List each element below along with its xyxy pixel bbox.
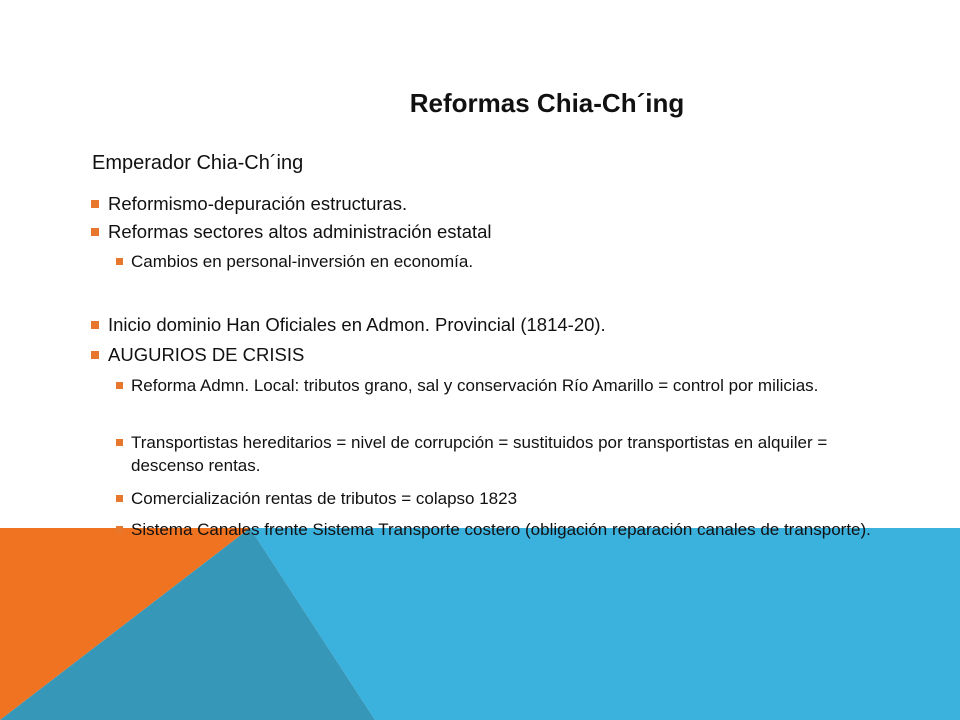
bullet-item: [108, 220, 492, 243]
bullet-text: Comercialización rentas de tributos = colapso 1823: [131, 489, 518, 508]
bullet-marker: [116, 526, 123, 533]
bullet-item: [108, 192, 407, 215]
bullet-marker: [91, 351, 99, 359]
sub-bullet-item: [131, 374, 891, 397]
bullet-marker: [91, 228, 99, 236]
sub-bullet-item: [131, 250, 473, 273]
bullet-marker: [116, 495, 123, 502]
bullet-text: Sistema Canales frente Sistema Transporte costero (obligación reparación canales de transporte).: [131, 520, 871, 539]
slide-subheading: Emperador Chia-Ch´ing: [92, 152, 304, 174]
bullet-item: [108, 343, 304, 366]
bullet-text: Inicio dominio Han Oficiales en Admon. Provincial (1814-20).: [108, 314, 606, 335]
sub-bullet-item: [131, 487, 517, 510]
sub-bullet-item: [131, 431, 891, 477]
sub-bullet-item: [131, 518, 891, 541]
bullet-marker: [91, 200, 99, 208]
bullet-text: AUGURIOS DE CRISIS: [108, 344, 305, 365]
bullet-marker: [116, 258, 123, 265]
bullet-marker: [116, 382, 123, 389]
bullet-text: Transportistas hereditarios = nivel de corrupción = sustituidos por transportistas en alquiler = descenso rentas.: [131, 433, 828, 475]
bullet-marker: [91, 321, 99, 329]
bullet-marker: [116, 439, 123, 446]
bullet-item: [108, 313, 606, 336]
slide-title: Reformas Chia-Ch´ing: [409, 88, 685, 118]
bullet-text: Cambios en personal-inversión en economía.: [131, 252, 474, 271]
bullet-text: Reformas sectores altos administración estatal: [108, 221, 492, 242]
bullet-text: Reforma Admn. Local: tributos grano, sal y conservación Río Amarillo = control por milicias.: [131, 376, 819, 395]
bullet-text: Reformismo-depuración estructuras.: [108, 193, 408, 214]
